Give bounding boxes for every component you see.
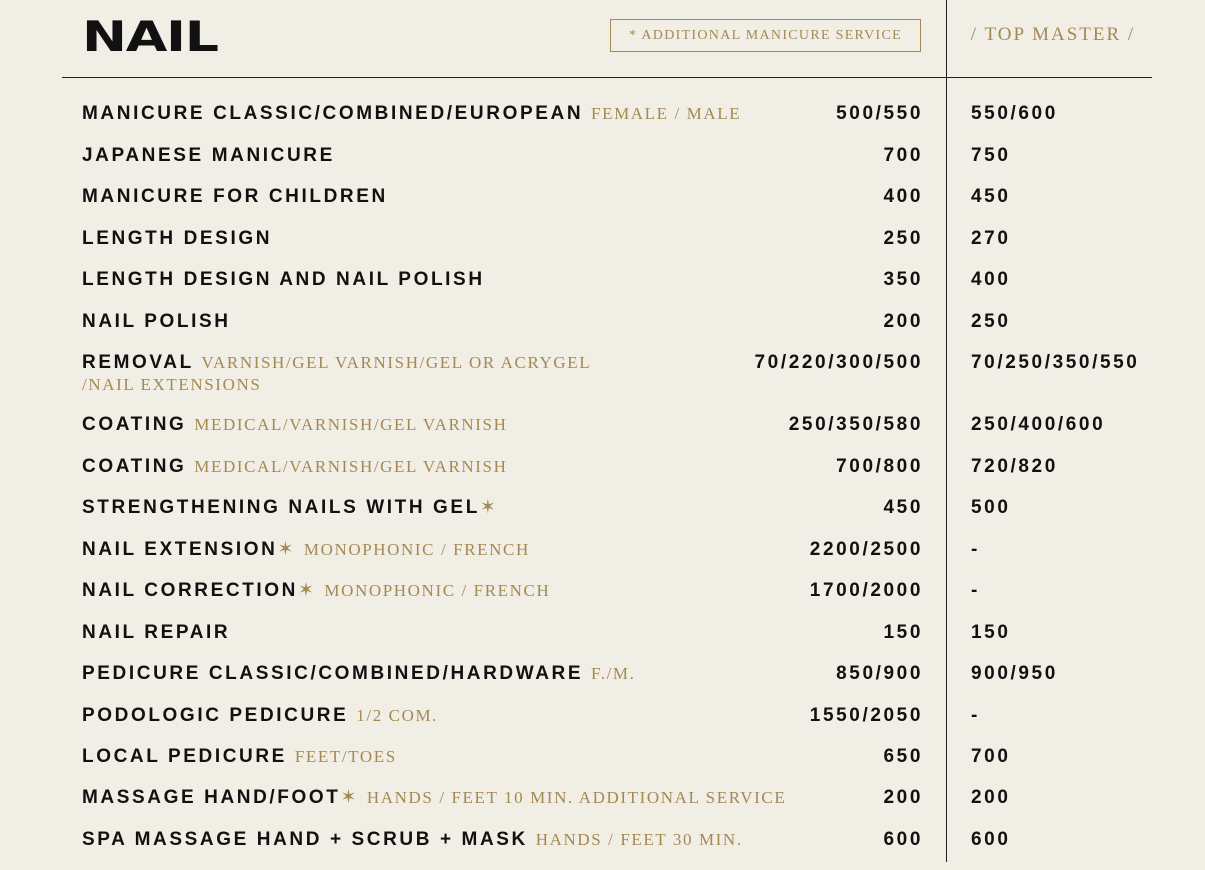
price-row xyxy=(0,145,1205,185)
price-row xyxy=(0,787,1205,827)
top-master-price: 700 xyxy=(971,746,1011,767)
top-master-price: - xyxy=(971,705,980,726)
service-title: MANICURE CLASSIC/COMBINED/EUROPEAN xyxy=(82,103,584,124)
additional-service-star-icon: ✶ xyxy=(340,787,360,808)
regular-price: 250/350/580 xyxy=(788,414,923,435)
service-name xyxy=(82,269,642,291)
page-title: NAIL xyxy=(82,12,218,61)
service-detail: HANDS / FEET 10 MIN. ADDITIONAL SERVICE xyxy=(366,788,787,807)
service-name xyxy=(82,746,642,768)
price-row xyxy=(0,497,1205,537)
regular-price: 200 xyxy=(883,787,923,808)
top-master-price: - xyxy=(971,539,980,560)
service-title: COATING xyxy=(82,456,187,477)
service-name xyxy=(82,497,642,519)
service-title: NAIL POLISH xyxy=(82,311,231,332)
top-master-price: 70/250/350/550 xyxy=(971,352,1140,373)
price-row xyxy=(0,663,1205,703)
service-name xyxy=(82,186,642,208)
additional-service-star-icon: ✶ xyxy=(297,580,317,601)
top-master-price: 250 xyxy=(971,311,1011,332)
price-row xyxy=(0,539,1205,579)
top-master-price: 150 xyxy=(971,622,1011,643)
price-row xyxy=(0,829,1205,869)
regular-price: 70/220/300/500 xyxy=(754,352,923,373)
price-row xyxy=(0,311,1205,351)
service-title: LENGTH DESIGN AND NAIL POLISH xyxy=(82,269,485,290)
service-detail: VARNISH/GEL VARNISH/GEL OR ACRYGEL xyxy=(201,353,592,372)
top-master-price: 500 xyxy=(971,497,1011,518)
top-master-price: 550/600 xyxy=(971,103,1058,124)
service-title: NAIL CORRECTION xyxy=(82,580,298,601)
top-master-price: 250/400/600 xyxy=(971,414,1106,435)
price-row xyxy=(0,352,1205,392)
service-title: COATING xyxy=(82,414,187,435)
regular-price: 1550/2050 xyxy=(809,705,923,726)
service-detail: MONOPHONIC / FRENCH xyxy=(324,581,551,600)
service-title: PODOLOGIC PEDICURE xyxy=(82,705,349,726)
service-title: STRENGTHENING NAILS WITH GEL xyxy=(82,497,480,518)
top-master-price: 750 xyxy=(971,145,1011,166)
service-detail: FEET/TOES xyxy=(294,747,397,766)
service-title: JAPANESE MANICURE xyxy=(82,145,335,166)
price-row xyxy=(0,746,1205,786)
service-name xyxy=(82,228,642,250)
top-master-price: 200 xyxy=(971,787,1011,808)
service-name xyxy=(82,580,642,602)
top-master-price: 270 xyxy=(971,228,1011,249)
service-title: MASSAGE HAND/FOOT xyxy=(82,787,341,808)
service-detail: MONOPHONIC / FRENCH xyxy=(303,540,530,559)
regular-price: 350 xyxy=(883,269,923,290)
service-title: REMOVAL xyxy=(82,352,194,373)
regular-price: 700 xyxy=(883,145,923,166)
service-title: PEDICURE CLASSIC/COMBINED/HARDWARE xyxy=(82,663,584,684)
service-name xyxy=(82,787,787,809)
top-master-header: / TOP MASTER / xyxy=(970,24,1136,45)
service-title: LOCAL PEDICURE xyxy=(82,746,287,767)
service-name xyxy=(82,663,642,685)
regular-price: 400 xyxy=(883,186,923,207)
price-row xyxy=(0,622,1205,662)
price-row xyxy=(0,228,1205,268)
price-row xyxy=(0,414,1205,454)
service-name xyxy=(82,622,642,644)
service-name xyxy=(82,103,742,125)
regular-price: 500/550 xyxy=(836,103,923,124)
service-detail: HANDS / FEET 30 MIN. xyxy=(535,830,743,849)
service-detail: MEDICAL/VARNISH/GEL VARNISH xyxy=(194,457,508,476)
service-title: LENGTH DESIGN xyxy=(82,228,273,249)
service-name xyxy=(82,352,642,395)
additional-service-star-icon: ✶ xyxy=(479,497,499,518)
top-master-price: 720/820 xyxy=(971,456,1058,477)
service-name xyxy=(82,705,642,727)
service-title: NAIL REPAIR xyxy=(82,622,231,643)
regular-price: 600 xyxy=(883,829,923,850)
price-row xyxy=(0,103,1205,143)
price-row xyxy=(0,456,1205,496)
header-divider xyxy=(62,77,1152,78)
regular-price: 150 xyxy=(883,622,923,643)
top-master-price: 900/950 xyxy=(971,663,1058,684)
service-detail-continued: /NAIL EXTENSIONS xyxy=(82,375,262,394)
top-master-price: 600 xyxy=(971,829,1011,850)
regular-price: 200 xyxy=(883,311,923,332)
additional-service-note: * ADDITIONAL MANICURE SERVICE xyxy=(610,19,921,52)
regular-price: 2200/2500 xyxy=(809,539,923,560)
top-master-price: 450 xyxy=(971,186,1011,207)
regular-price: 650 xyxy=(883,746,923,767)
regular-price: 1700/2000 xyxy=(809,580,923,601)
service-detail: MEDICAL/VARNISH/GEL VARNISH xyxy=(194,415,508,434)
additional-service-star-icon: ✶ xyxy=(277,539,296,560)
price-row xyxy=(0,705,1205,745)
service-name xyxy=(82,311,642,333)
service-name xyxy=(82,539,642,561)
top-master-price: 400 xyxy=(971,269,1011,290)
service-name xyxy=(82,829,743,851)
price-row xyxy=(0,580,1205,620)
service-title: NAIL EXTENSION xyxy=(82,539,278,560)
regular-price: 250 xyxy=(883,228,923,249)
top-master-price: - xyxy=(971,580,980,601)
service-detail: F./M. xyxy=(591,664,636,683)
service-name xyxy=(82,414,642,436)
service-title: SPA MASSAGE HAND + SCRUB + MASK xyxy=(82,829,528,850)
service-name xyxy=(82,456,642,478)
regular-price: 700/800 xyxy=(836,456,923,477)
regular-price: 450 xyxy=(883,497,923,518)
service-title: MANICURE FOR CHILDREN xyxy=(82,186,388,207)
price-row xyxy=(0,269,1205,309)
service-detail: 1/2 COM. xyxy=(356,706,439,725)
service-detail: FEMALE / MALE xyxy=(591,104,742,123)
regular-price: 850/900 xyxy=(836,663,923,684)
service-name xyxy=(82,145,642,167)
price-row xyxy=(0,186,1205,226)
